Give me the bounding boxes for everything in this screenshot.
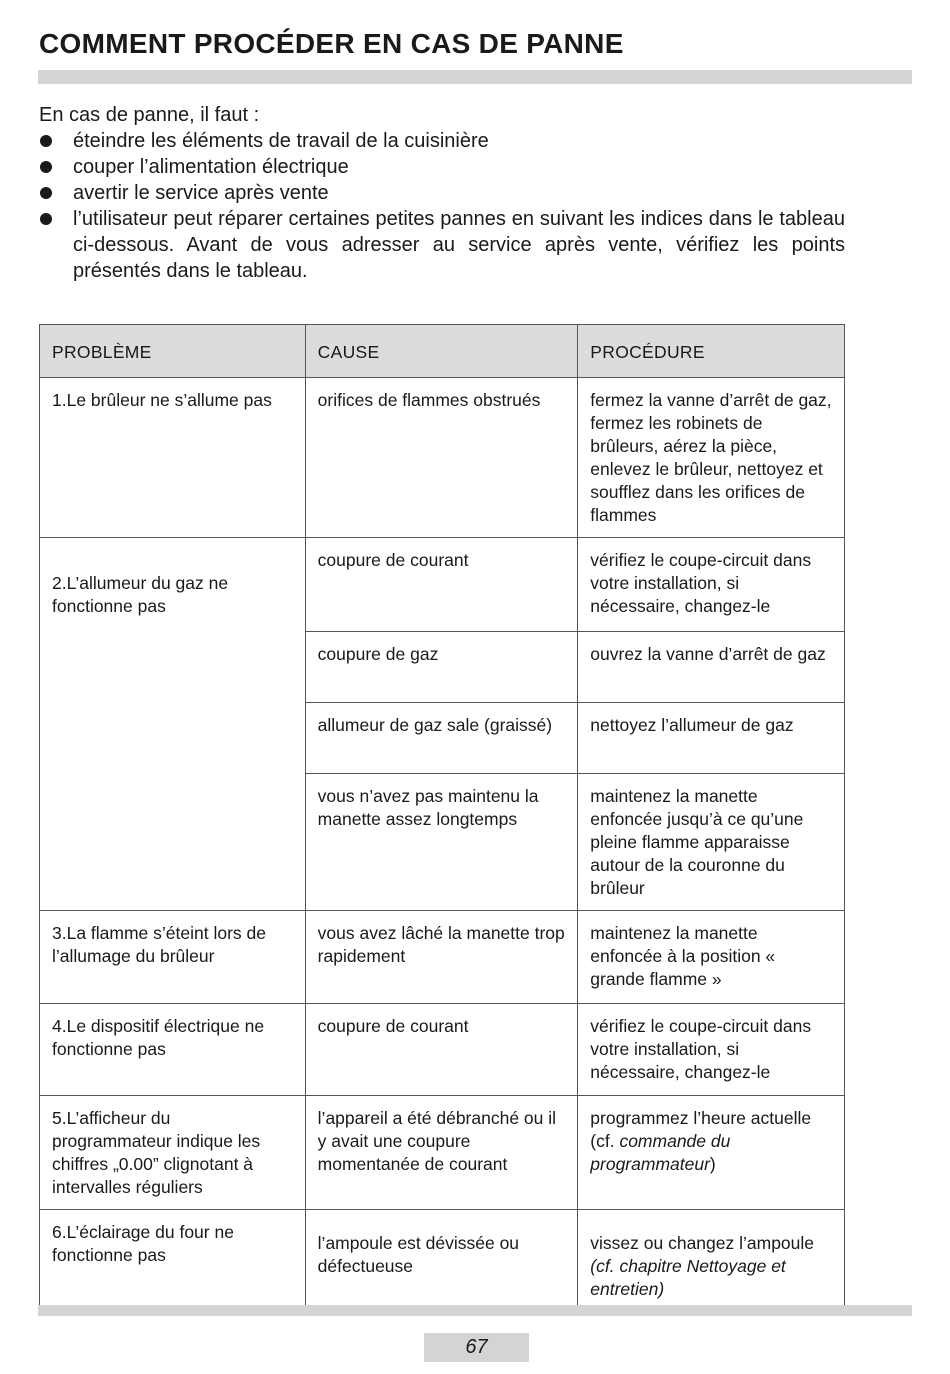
table-header-row [40,325,845,378]
troubleshooting-table [39,324,845,1314]
cause-cell: vous n’avez pas maintenu la manette assez longtemps [305,774,578,911]
intro-bullet: l’utilisateur peut réparer certaines petites pannes en suivant les indices dans le tableau ci-dessous. Avant de vous adresser au service après vente, vérifiez les points présentés dans le tableau. [39,206,845,284]
table-row [40,538,845,632]
problem-cell: 6.L’éclairage du four ne fonctionne pas [40,1210,306,1314]
table-row [40,911,845,1004]
procedure-cell: nettoyez l’allumeur de gaz [578,703,845,774]
header-rule [38,70,912,84]
intro-bullet: couper l’alimentation électrique [39,154,845,180]
table-row [40,1210,845,1314]
header-problem: PROBLÈME [40,325,306,378]
problem-cell: 5.L’afficheur du programmateur indique les chiffres „0.00” clignotant à intervalles réguliers [40,1096,306,1210]
cause-cell: coupure de courant [305,538,578,632]
header-cause: CAUSE [305,325,578,378]
intro-bullet: avertir le service après vente [39,180,845,206]
footer-rule [38,1305,912,1316]
cause-cell: l’ampoule est dévissée ou défectueuse [305,1210,578,1314]
intro-bullet: éteindre les éléments de travail de la cuisinière [39,128,845,154]
procedure-cell: ouvrez la vanne d’arrêt de gaz [578,632,845,703]
cause-cell: orifices de flammes obstrués [305,378,578,538]
bullet-dot-icon [40,187,52,199]
intro-bullet-list [39,128,845,284]
intro-section [39,102,845,284]
intro-lead: En cas de panne, il faut : [39,104,260,126]
procedure-cell: maintenez la manette enfoncée à la position « grande flamme » [578,911,845,1004]
bullet-dot-icon [40,135,52,147]
problem-cell: 2.L’allumeur du gaz ne fonctionne pas [40,538,306,911]
procedure-cell: fermez la vanne d’arrêt de gaz, fermez les robinets de brûleurs, aérez la pièce, enlevez le brûleur, nettoyez et soufflez dans les orifices de flammes [578,378,845,538]
cause-cell: coupure de courant [305,1004,578,1096]
table-row [40,1004,845,1096]
bullet-dot-icon [40,161,52,173]
cause-cell: vous avez lâché la manette trop rapidement [305,911,578,1004]
cause-cell: coupure de gaz [305,632,578,703]
procedure-cell: vérifiez le coupe-circuit dans votre installation, si nécessaire, changez-le [578,1004,845,1096]
procedure-cell: vérifiez le coupe-circuit dans votre installation, si nécessaire, changez-le [578,538,845,632]
procedure-cell: programmez l’heure actuelle (cf. commande du programmateur) [578,1096,845,1210]
procedure-cell: vissez ou changez l’ampoule (cf. chapitre Nettoyage et entretien) [578,1210,845,1314]
bullet-dot-icon [40,213,52,225]
cause-cell: allumeur de gaz sale (graissé) [305,703,578,774]
problem-cell: 3.La flamme s’éteint lors de l’allumage du brûleur [40,911,306,1004]
table-row [40,378,845,538]
problem-cell: 1.Le brûleur ne s’allume pas [40,378,306,538]
problem-cell: 4.Le dispositif électrique ne fonctionne pas [40,1004,306,1096]
procedure-cell: maintenez la manette enfoncée jusqu’à ce qu’une pleine flamme apparaisse autour de la couronne du brûleur [578,774,845,911]
cause-cell: l’appareil a été débranché ou il y avait une coupure momentanée de courant [305,1096,578,1210]
page-title: COMMENT PROCÉDER EN CAS DE PANNE [39,28,624,59]
table-row [40,1096,845,1210]
page-number: 67 [424,1333,529,1362]
header-procedure: PROCÉDURE [578,325,845,378]
